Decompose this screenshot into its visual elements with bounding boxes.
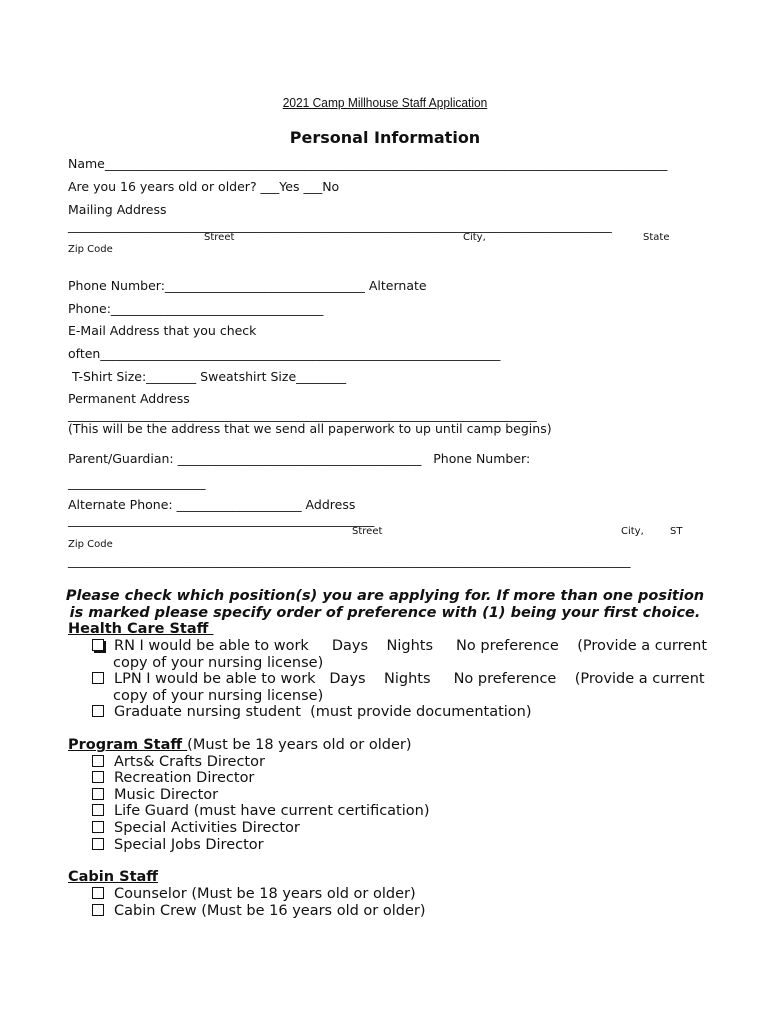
checkbox-special-activities[interactable]: Special Activities Director <box>92 820 300 836</box>
email-field: often________________________________________________________________ <box>68 346 501 361</box>
graduate-label: Graduate nursing student (must provide documentation) <box>114 704 532 720</box>
position-instructions: Please check which position(s) you are applying for. If more than one position is marked please specify order of preference with (1) being your first choice. <box>65 588 705 621</box>
permanent-note: (This will be the address that we send all paperwork to up until camp begins) <box>68 421 552 436</box>
checkbox-icon[interactable] <box>92 672 104 684</box>
checkbox-icon[interactable] <box>92 838 104 850</box>
rn-label-cont: copy of your nursing license) <box>113 655 324 671</box>
lpn-label-cont: copy of your nursing license) <box>113 688 324 704</box>
checkbox-music[interactable]: Music Director <box>92 787 218 803</box>
checkbox-counselor[interactable]: Counselor (Must be 18 years old or older) <box>92 886 416 902</box>
zip-label: Zip Code <box>68 244 113 255</box>
checkbox-icon[interactable] <box>92 705 104 717</box>
checkbox-icon[interactable] <box>92 639 104 651</box>
mailing-line: _______________________________________________________________________________________ <box>68 218 612 233</box>
document-title: 2021 Camp Millhouse Staff Application <box>282 95 488 110</box>
section-heading-personal: Personal Information <box>289 128 481 147</box>
parent-field: Parent/Guardian: _______________________________________ Phone Number: <box>68 451 531 466</box>
health-care-heading: Health Care Staff <box>68 621 214 637</box>
checkbox-arts[interactable]: Arts& Crafts Director <box>92 754 265 770</box>
zip-label-2: Zip Code <box>68 539 113 550</box>
checkbox-recreation[interactable]: Recreation Director <box>92 770 254 786</box>
rn-label: RN I would be able to work Days Nights No preference (Provide a current <box>114 638 708 654</box>
phone-field: Phone Number:________________________________ Alternate <box>68 278 427 293</box>
email-label: E-Mail Address that you check <box>68 323 257 338</box>
checkbox-cabin-crew[interactable]: Cabin Crew (Must be 16 years old or older) <box>92 903 426 919</box>
checkbox-lifeguard[interactable]: Life Guard (must have current certification) <box>92 803 430 819</box>
city-label-2: City, <box>621 526 644 537</box>
city-label: City, <box>463 232 486 243</box>
mailing-label: Mailing Address <box>68 202 167 217</box>
alternate-phone-field: Alternate Phone: ____________________ Address <box>68 497 356 512</box>
street-label-2: Street <box>352 526 383 537</box>
lpn-label: LPN I would be able to work Days Nights No preference (Provide a current <box>114 671 705 687</box>
name-field: Name__________________________________________________________________________________________ <box>68 156 668 171</box>
permanent-line: ___________________________________________________________________________ <box>68 407 537 422</box>
parent-phone-line: ______________________ <box>68 475 206 490</box>
checkbox-icon[interactable] <box>92 788 104 800</box>
checkbox-icon[interactable] <box>92 755 104 767</box>
checkbox-icon[interactable] <box>92 771 104 783</box>
shirt-size-field: T-Shirt Size:________ Sweatshirt Size________ <box>68 369 347 384</box>
checkbox-icon[interactable] <box>92 821 104 833</box>
final-line: __________________________________________________________________________________________ <box>68 553 631 568</box>
st-label-2: ST <box>670 526 683 537</box>
checkbox-rn[interactable] <box>92 638 707 654</box>
permanent-label: Permanent Address <box>68 391 190 406</box>
address-line: _________________________________________________ <box>68 512 375 527</box>
checkbox-icon[interactable] <box>92 887 104 899</box>
checkbox-special-jobs[interactable]: Special Jobs Director <box>92 837 264 853</box>
street-label: Street <box>204 232 235 243</box>
checkbox-icon[interactable] <box>92 804 104 816</box>
checkbox-graduate[interactable] <box>92 704 532 720</box>
cabin-staff-heading: Cabin Staff <box>68 869 159 885</box>
checkbox-icon[interactable] <box>92 904 104 916</box>
state-label: State <box>643 232 670 243</box>
checkbox-lpn[interactable] <box>92 671 705 687</box>
alt-phone-field: Phone:__________________________________ <box>68 301 324 316</box>
age-question: Are you 16 years old or older? ___Yes ___No <box>68 179 340 194</box>
program-staff-heading: Program Staff (Must be 18 years old or older) <box>68 737 412 753</box>
